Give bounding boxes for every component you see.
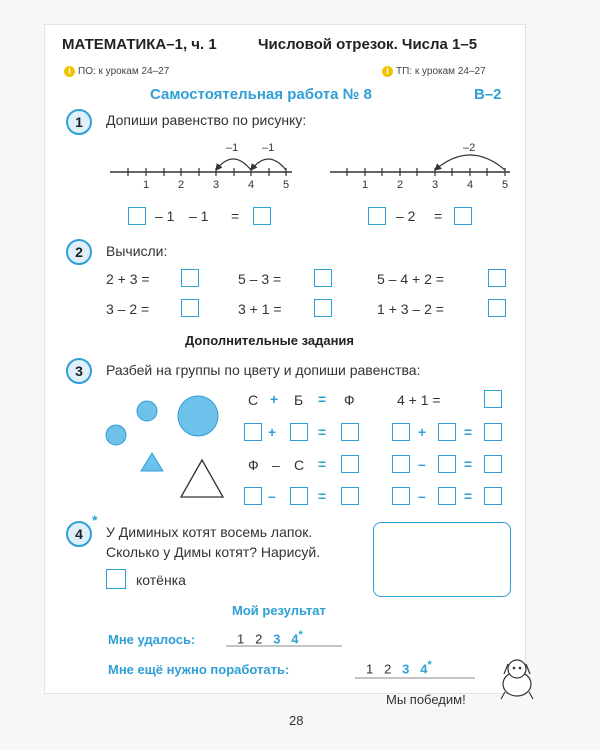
sym-eq: = (318, 391, 327, 407)
expr-part: = (434, 208, 443, 224)
tick-label: 2 (397, 179, 404, 191)
tick-label: 4 (467, 179, 474, 191)
answer-box[interactable] (106, 569, 126, 589)
answer-box[interactable] (341, 487, 359, 505)
big-triangle (181, 460, 223, 497)
expression: 5 – 4 + 2 = (377, 271, 444, 287)
sym-op: – (272, 457, 280, 473)
answer-box[interactable] (181, 269, 199, 287)
answer-box[interactable] (438, 487, 456, 505)
jump-label: –1 (262, 142, 275, 154)
answer-box[interactable] (438, 423, 456, 441)
answer-box[interactable] (392, 487, 410, 505)
tick-label: 1 (143, 179, 150, 191)
sym-eq: = (318, 424, 327, 440)
sym-eq: = (464, 456, 473, 472)
answer-box[interactable] (128, 207, 146, 225)
task1-text: Допиши равенство по рисунку: (106, 112, 307, 128)
answer-box[interactable] (341, 423, 359, 441)
sym-eq: = (318, 488, 327, 504)
answer-box[interactable] (392, 423, 410, 441)
extra-title: Дополнительные задания (185, 333, 355, 348)
answer-box[interactable] (253, 207, 271, 225)
dog-mascot-icon (492, 654, 542, 702)
number-line-2 (330, 155, 510, 176)
task-number-3: 3 (66, 358, 92, 384)
expression: 3 – 2 = (106, 301, 150, 317)
todo-label: Мне ещё нужно поработать: (108, 662, 290, 677)
answer-box[interactable] (244, 487, 262, 505)
answer-box[interactable] (484, 455, 502, 473)
jump-label: –2 (463, 142, 476, 154)
answer-box[interactable] (290, 423, 308, 441)
answer-box[interactable] (488, 299, 506, 317)
task2-text: Вычисли: (106, 243, 168, 259)
task4-line2: Сколько у Димы котят? Нарисуй. (106, 544, 321, 560)
expr-part: – 2 (396, 208, 416, 224)
answer-box[interactable] (438, 455, 456, 473)
expr-part: = (231, 208, 240, 224)
sym-op: + (270, 391, 279, 407)
sym-eq: = (318, 456, 327, 472)
jump-arrow (435, 155, 505, 170)
sym-op: + (268, 424, 277, 440)
expression: 1 + 3 – 2 = (377, 301, 444, 317)
work-title: Самостоятельная работа № 8 (150, 86, 372, 103)
drawing-area[interactable] (373, 522, 511, 597)
sym-circle: С (248, 392, 259, 408)
answer-box[interactable] (341, 455, 359, 473)
motto: Мы победим! (386, 692, 466, 707)
ref-right: i ТП: к урокам 24–27 (382, 66, 486, 77)
answer-box[interactable] (484, 390, 502, 408)
info-icon: i (64, 66, 75, 77)
ref-left: i ПО: к урокам 24–27 (64, 66, 169, 77)
done-label: Мне удалось: (108, 632, 196, 647)
expr-part: – 1 (155, 208, 175, 224)
tick-label: 5 (283, 179, 290, 191)
sym-op: + (418, 424, 427, 440)
info-icon: i (382, 66, 393, 77)
sym-eq: = (464, 424, 473, 440)
sym-op: – (268, 488, 276, 504)
tick-label: 2 (178, 179, 185, 191)
expression: 5 – 3 = (238, 271, 282, 287)
small-circle (106, 425, 126, 445)
answer-box[interactable] (454, 207, 472, 225)
tick-label: 1 (362, 179, 369, 191)
variant-label: В–2 (474, 86, 502, 103)
expression: 2 + 3 = (106, 271, 150, 287)
task-number-2: 2 (66, 239, 92, 265)
tick-label: 4 (248, 179, 255, 191)
todo-scale: 1 2 3 4* (366, 659, 432, 677)
jump-label: –1 (226, 142, 239, 154)
answer-box[interactable] (368, 207, 386, 225)
sym-op: – (418, 488, 426, 504)
subject-title: МАТЕМАТИКА–1, ч. 1 (62, 36, 217, 53)
sym-shape: Ф (344, 392, 355, 408)
task-number-1: 1 (66, 109, 92, 135)
number-line-1 (110, 159, 292, 176)
done-scale: 1 2 3 4* (237, 629, 303, 647)
result-title: Мой результат (232, 603, 326, 618)
expr-part: – 1 (189, 208, 209, 224)
expression: 3 + 1 = (238, 301, 282, 317)
answer-box[interactable] (181, 299, 199, 317)
star-mark: * (92, 512, 98, 528)
answer-box[interactable] (244, 423, 262, 441)
small-circle (137, 401, 157, 421)
sym-shape: Ф (248, 457, 259, 473)
tick-label: 3 (213, 179, 220, 191)
big-circle (178, 396, 218, 436)
task-number-4: 4 (66, 521, 92, 547)
page-number: 28 (289, 713, 304, 728)
answer-box[interactable] (484, 423, 502, 441)
answer-box[interactable] (488, 269, 506, 287)
answer-box[interactable] (314, 299, 332, 317)
answer-label: котёнка (136, 572, 186, 588)
answer-box[interactable] (484, 487, 502, 505)
sym-big: Б (294, 392, 304, 408)
sym-circle: С (294, 457, 305, 473)
expression: 4 + 1 = (397, 392, 441, 408)
sym-op: – (418, 456, 426, 472)
task4-line1: У Диминых котят восемь лапок. (106, 524, 313, 540)
answer-box[interactable] (392, 455, 410, 473)
answer-box[interactable] (290, 487, 308, 505)
sym-eq: = (464, 488, 473, 504)
small-triangle (141, 453, 163, 471)
tick-label: 5 (502, 179, 509, 191)
topic-title: Числовой отрезок. Числа 1–5 (258, 36, 478, 53)
tick-label: 3 (432, 179, 439, 191)
answer-box[interactable] (314, 269, 332, 287)
task3-text: Разбей на группы по цвету и допиши равенства: (106, 362, 421, 378)
